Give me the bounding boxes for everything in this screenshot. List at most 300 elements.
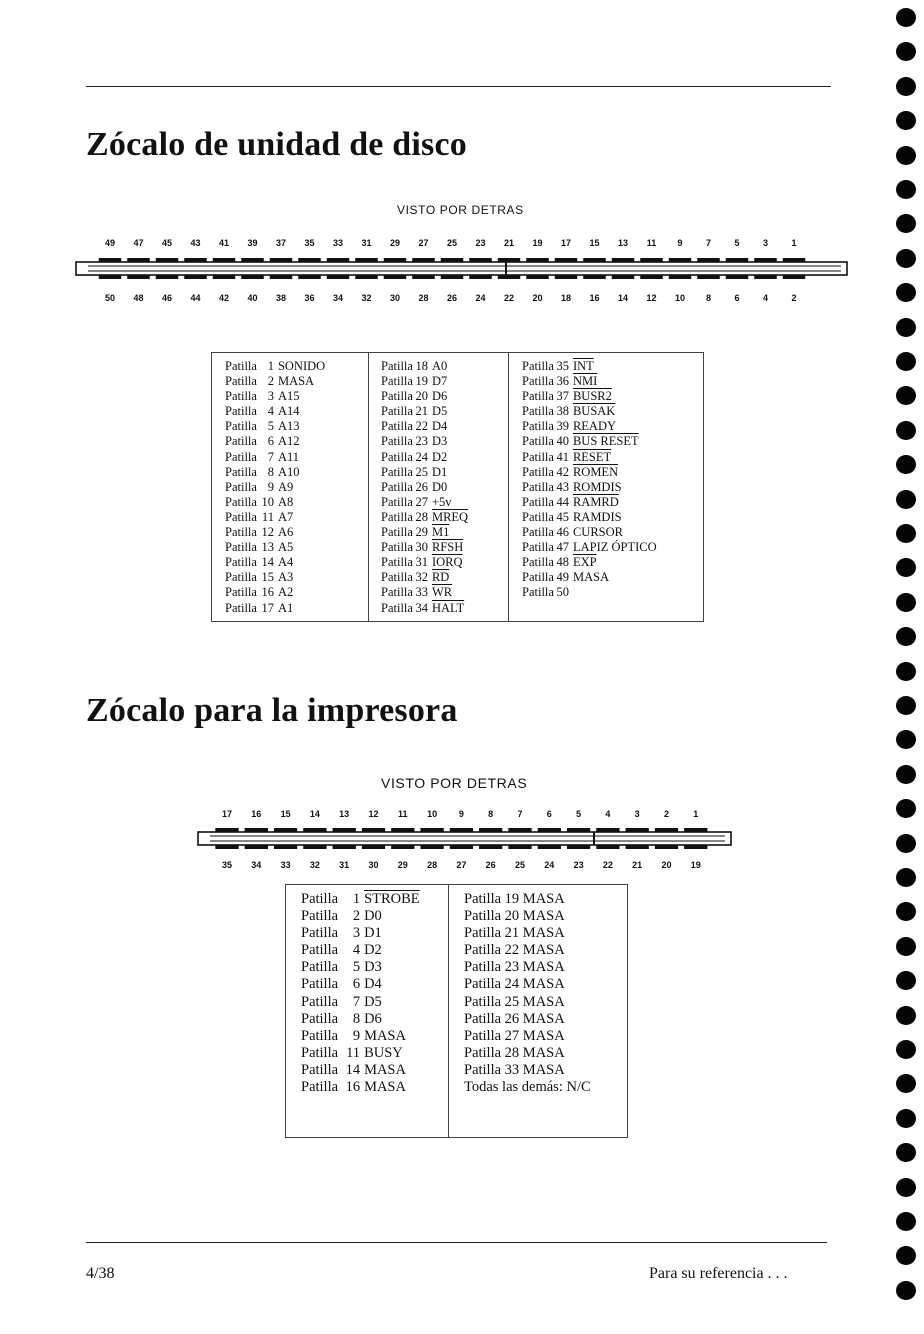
pin-number: 11	[646, 238, 657, 248]
pin-number: 23	[573, 860, 584, 870]
pin-number: 13	[339, 809, 350, 819]
signal-name: A2	[277, 585, 294, 600]
pin-label: Patilla	[225, 479, 257, 494]
table-row	[301, 994, 448, 1011]
signal-name: HALT	[431, 600, 465, 615]
signal-name: A5	[277, 540, 294, 555]
binder-hole	[896, 971, 916, 990]
printer-table-column	[448, 885, 627, 1137]
pin-number: 7	[705, 238, 712, 248]
pin-label: Patilla	[381, 600, 413, 615]
table-row	[225, 404, 368, 419]
table-row	[522, 540, 703, 555]
pin-label: Patilla	[381, 494, 413, 509]
table-row	[225, 450, 368, 465]
table-row	[522, 495, 703, 510]
table-row	[381, 450, 508, 465]
binder-hole	[896, 765, 916, 784]
pin-number: 7	[267, 449, 274, 464]
binder-hole	[896, 77, 916, 96]
signal-name: D4	[364, 976, 382, 993]
binder-hole	[896, 146, 916, 165]
contact-bottom	[327, 275, 350, 279]
table-row	[522, 359, 703, 374]
pin-number: 29	[415, 525, 428, 540]
contact-top	[612, 258, 635, 262]
binder-hole	[896, 386, 916, 405]
contact-top	[391, 828, 414, 832]
pin-number: 8	[267, 464, 274, 479]
pin-label: Patilla	[301, 908, 339, 925]
pin-number: 50	[104, 293, 116, 303]
pin-label: Patilla	[522, 525, 554, 540]
connector-body	[198, 832, 731, 845]
contact-bottom	[355, 275, 378, 279]
binder-hole	[896, 1178, 916, 1197]
pin-label: Patilla	[381, 389, 413, 404]
pin-number: 38	[275, 293, 287, 303]
binder-hole	[896, 1006, 916, 1025]
table-row	[381, 465, 508, 480]
table-row	[464, 1028, 627, 1045]
binder-hole	[896, 283, 916, 302]
pin-number: 27	[415, 494, 428, 509]
pin-label: Patilla	[225, 389, 257, 404]
binder-hole	[896, 627, 916, 646]
pin-label: Patilla	[522, 555, 554, 570]
binder-hole	[896, 318, 916, 337]
contact-top	[241, 258, 264, 262]
table-row	[464, 891, 627, 908]
pin-number: 9	[677, 238, 683, 248]
contact-bottom	[754, 275, 777, 279]
pin-number: 31	[415, 555, 428, 570]
signal-name: RAMRD	[572, 494, 619, 509]
signal-name: A6	[277, 525, 294, 540]
printer-table-column	[286, 885, 448, 1137]
footer-section-label: Para su referencia . . .	[649, 1265, 788, 1282]
contact-bottom	[241, 275, 264, 279]
pin-number: 22	[415, 419, 428, 434]
pin-number: 1	[267, 359, 274, 373]
pin-number: 37	[556, 389, 569, 404]
binder-hole	[896, 1109, 916, 1128]
disk-bottom-pin-numbers	[0, 293, 924, 305]
table-row	[381, 570, 508, 585]
table-row	[301, 925, 448, 942]
pin-number: 48	[556, 555, 569, 570]
pin-number: 28	[427, 860, 438, 870]
signal-name: D2	[431, 449, 448, 464]
signal-name: RAMDIS	[572, 509, 622, 524]
contact-bottom	[213, 275, 236, 279]
binder-hole	[896, 1143, 916, 1162]
table-row	[464, 959, 627, 976]
pin-number: 1	[352, 891, 361, 907]
pin-number: 9	[267, 479, 274, 494]
pin-number: 46	[556, 525, 569, 540]
pin-number: 34	[332, 293, 344, 303]
pin-label: Patilla	[381, 434, 413, 449]
pin-label: Patilla	[522, 479, 554, 494]
signal-name: BUSAK	[572, 404, 616, 419]
pin-number: 38	[556, 404, 569, 419]
binder-hole	[896, 455, 916, 474]
contact-top	[213, 258, 236, 262]
pin-number: 15	[261, 570, 274, 585]
table-row	[464, 994, 627, 1011]
binder-hole	[896, 730, 916, 749]
contact-bottom	[215, 845, 238, 849]
pin-label: Patilla	[522, 509, 554, 524]
pin-label: Patilla	[301, 1044, 339, 1061]
contact-top	[127, 258, 150, 262]
contact-bottom	[538, 845, 561, 849]
contact-top	[498, 258, 521, 262]
contact-top	[384, 258, 407, 262]
signal-name: $\overline{RD}$	[431, 570, 450, 585]
table-row	[522, 525, 703, 540]
pin-number: 41	[218, 238, 230, 248]
contact-top	[333, 828, 356, 832]
pin-label: Patilla	[522, 449, 554, 464]
pin-number: 30	[368, 860, 379, 870]
table-row	[464, 1011, 627, 1028]
pin-label: Patilla	[522, 540, 554, 555]
pin-number: 6	[734, 293, 740, 303]
signal-name: A7	[277, 509, 294, 524]
table-row	[464, 1062, 627, 1079]
pin-number: 7	[517, 809, 523, 819]
pin-label: Patilla	[225, 434, 257, 449]
pin-label: Patilla	[225, 600, 257, 615]
contact-top	[538, 828, 561, 832]
table-row	[301, 976, 448, 993]
pin-label: Patilla	[522, 389, 554, 404]
binder-hole	[896, 696, 916, 715]
binder-hole	[896, 1040, 916, 1059]
contact-bottom	[596, 845, 619, 849]
binder-hole	[896, 1212, 916, 1231]
contact-top	[362, 828, 385, 832]
signal-name: D4	[431, 419, 448, 434]
signal-name: A14	[277, 404, 300, 419]
contact-top	[669, 258, 692, 262]
pin-label: Patilla	[522, 374, 554, 389]
binder-hole	[896, 490, 916, 509]
disk-connector-diagram	[0, 250, 924, 290]
pin-number: 49	[556, 570, 569, 585]
pin-number: 18	[415, 359, 428, 373]
table-row	[381, 359, 508, 374]
pin-number: 17	[261, 600, 274, 615]
contact-bottom	[298, 275, 321, 279]
pin-number: 29	[397, 860, 408, 870]
signal-name: A13	[277, 419, 300, 434]
pin-number: 45	[556, 509, 569, 524]
pin-number: 12	[368, 809, 379, 819]
contact-top	[450, 828, 473, 832]
table-row	[225, 601, 368, 616]
pin-number: 40	[247, 293, 258, 303]
contact-bottom	[391, 845, 414, 849]
pin-number: 8	[488, 809, 494, 819]
pin-number: 1	[791, 238, 797, 248]
contact-bottom	[479, 845, 502, 849]
pin-number: 46	[161, 293, 173, 303]
signal-name: BUS RESET	[572, 434, 639, 449]
pin-label: Patilla	[225, 555, 257, 570]
contact-bottom	[127, 275, 150, 279]
contact-top	[99, 258, 122, 262]
signal-name: A10	[277, 464, 300, 479]
pin-number: 28	[418, 293, 429, 303]
binder-hole	[896, 111, 916, 130]
pin-number: 35	[304, 238, 315, 248]
pin-label: Patilla	[225, 419, 257, 434]
signal-name: SONIDO	[277, 359, 326, 373]
pin-label: Patilla	[225, 540, 257, 555]
pin-label: Patilla	[381, 464, 413, 479]
signal-name: A3	[277, 570, 294, 585]
pin-number: 39	[556, 419, 569, 434]
binder-hole	[896, 937, 916, 956]
table-row	[522, 480, 703, 495]
table-row	[464, 1079, 627, 1096]
contact-bottom	[441, 275, 464, 279]
pin-label: Patilla	[225, 449, 257, 464]
pin-label: Patilla	[381, 555, 413, 570]
pin-label: Patilla	[381, 404, 413, 419]
pin-label: Patilla	[301, 1079, 339, 1096]
signal-name: $\overline{INT}$	[572, 359, 594, 373]
table-row	[301, 1011, 448, 1028]
contact-bottom	[555, 275, 578, 279]
contact-top	[754, 258, 777, 262]
row-text: Patilla 33 MASA	[464, 1061, 565, 1078]
binder-hole	[896, 1246, 916, 1265]
pin-number: 41	[556, 449, 569, 464]
disk-table-column	[368, 353, 508, 621]
table-row	[301, 1028, 448, 1045]
table-row	[301, 891, 448, 908]
contact-top	[298, 258, 321, 262]
table-row	[225, 374, 368, 389]
pin-number: 35	[221, 860, 233, 870]
printer-section-title: Zócalo para la impresora	[86, 692, 458, 729]
pin-number: 2	[791, 293, 797, 303]
contact-bottom	[697, 275, 720, 279]
contact-bottom	[384, 275, 407, 279]
table-row	[225, 585, 368, 600]
pin-number: 6	[267, 434, 274, 449]
pin-number: 44	[556, 494, 569, 509]
pin-number: 25	[446, 238, 458, 248]
signal-name: D5	[364, 993, 382, 1010]
signal-name: MASA	[364, 1079, 406, 1096]
pin-number: 16	[261, 585, 274, 600]
pin-number: 6	[546, 809, 552, 819]
binder-hole	[896, 8, 916, 27]
contact-top	[303, 828, 326, 832]
pin-number: 33	[332, 238, 344, 248]
pin-label: Patilla	[225, 585, 257, 600]
pin-number: 8	[352, 1010, 361, 1027]
binder-hole	[896, 799, 916, 818]
pin-number: 48	[133, 293, 144, 303]
pin-label: Patilla	[225, 509, 257, 524]
pin-label: Patilla	[522, 570, 554, 585]
pin-number: 34	[415, 600, 428, 615]
table-row	[381, 510, 508, 525]
table-row	[301, 942, 448, 959]
table-row	[381, 495, 508, 510]
pin-number: 23	[475, 238, 486, 248]
pin-number: 17	[560, 238, 572, 248]
pin-number: 26	[446, 293, 458, 303]
contact-bottom	[412, 275, 435, 279]
table-row	[225, 359, 368, 374]
pin-number: 5	[734, 238, 740, 248]
pin-number: 39	[247, 238, 258, 248]
pin-number: 35	[556, 359, 569, 373]
pin-number: 42	[218, 293, 230, 303]
pin-number: 47	[133, 238, 144, 248]
table-row	[522, 465, 703, 480]
pin-number: 45	[161, 238, 173, 248]
pin-number: 16	[251, 809, 262, 819]
pin-number: 30	[415, 540, 428, 555]
signal-name: +5v	[431, 494, 452, 509]
binder-hole	[896, 214, 916, 233]
binder-hole	[896, 180, 916, 199]
table-row	[522, 510, 703, 525]
pin-number: 25	[514, 860, 526, 870]
table-row	[301, 1062, 448, 1079]
contact-bottom	[508, 845, 531, 849]
pin-label: Patilla	[381, 419, 413, 434]
signal-name: RESET	[572, 449, 612, 464]
table-row	[464, 942, 627, 959]
pin-number: 4	[762, 293, 769, 303]
pin-number: 13	[261, 540, 274, 555]
pin-number: 20	[415, 389, 428, 404]
contact-bottom	[99, 275, 122, 279]
pin-label: Patilla	[522, 464, 554, 479]
table-row	[301, 1045, 448, 1062]
contact-top	[596, 828, 619, 832]
pin-number: 14	[345, 1061, 361, 1078]
disk-table-column	[508, 353, 703, 621]
pin-number: 32	[415, 570, 428, 585]
pin-label: Patilla	[381, 570, 413, 585]
pin-number: 37	[275, 238, 287, 248]
contact-top	[626, 828, 649, 832]
table-row	[225, 555, 368, 570]
pin-number: 16	[589, 293, 600, 303]
pin-number: 16	[345, 1079, 361, 1096]
printer-connector-diagram	[0, 820, 924, 860]
pin-number: 31	[361, 238, 372, 248]
signal-name: D2	[364, 942, 382, 959]
pin-number: 15	[589, 238, 600, 248]
pin-number: 26	[415, 479, 428, 494]
table-row	[301, 908, 448, 925]
contact-bottom	[184, 275, 207, 279]
pin-number: 50	[556, 585, 569, 600]
pin-number: 43	[190, 238, 201, 248]
contact-top	[274, 828, 297, 832]
pin-label: Patilla	[522, 434, 554, 449]
contact-bottom	[726, 275, 749, 279]
contact-bottom	[640, 275, 663, 279]
signal-name: D3	[364, 959, 382, 976]
pin-number: 11	[346, 1044, 361, 1061]
binder-hole	[896, 558, 916, 577]
pin-number: 19	[532, 238, 543, 248]
contact-bottom	[669, 275, 692, 279]
pin-number: 1	[693, 809, 699, 819]
pin-number: 22	[602, 860, 613, 870]
signal-name: STROBE	[364, 891, 420, 907]
contact-bottom	[469, 275, 492, 279]
pin-number: 6	[352, 976, 361, 993]
pin-number: 3	[267, 389, 274, 404]
pin-label: Patilla	[225, 570, 257, 585]
pin-number: 13	[617, 238, 629, 248]
table-row	[225, 480, 368, 495]
table-row	[522, 434, 703, 449]
pin-label: Patilla	[301, 1010, 339, 1027]
contact-top	[697, 258, 720, 262]
contact-bottom	[156, 275, 179, 279]
signal-name: IORQ	[431, 555, 463, 570]
pin-number: 4	[352, 942, 361, 959]
pin-number: 47	[556, 540, 569, 555]
pin-label: Patilla	[522, 419, 554, 434]
contact-bottom	[245, 845, 268, 849]
signal-name: A1	[277, 600, 294, 615]
binder-hole	[896, 834, 916, 853]
contact-top	[655, 828, 678, 832]
signal-name: MASA	[277, 374, 315, 389]
disk-table-column	[212, 353, 368, 621]
table-row	[225, 540, 368, 555]
pin-number: 4	[605, 809, 611, 819]
table-row	[381, 525, 508, 540]
pin-number: 15	[280, 809, 291, 819]
binder-hole	[896, 662, 916, 681]
pin-number: 27	[418, 238, 429, 248]
pin-number: 49	[104, 238, 116, 248]
signal-name: $\overline{WR}$	[431, 585, 453, 600]
printer-pinout-table	[285, 884, 628, 1138]
contact-top	[215, 828, 238, 832]
pin-number: 22	[503, 293, 515, 303]
contact-top	[355, 258, 378, 262]
pin-number: 4	[267, 404, 274, 419]
pin-label: Patilla	[522, 494, 554, 509]
signal-name: D6	[364, 1010, 382, 1027]
signal-name: RFSH	[431, 540, 464, 555]
signal-name: ROMEN	[572, 464, 619, 479]
pin-label: Patilla	[301, 1027, 339, 1044]
pin-label: Patilla	[522, 404, 554, 419]
pin-number: 2	[267, 374, 274, 389]
disk-view-caption: VISTO POR DETRAS	[397, 203, 524, 217]
pin-number: 12	[646, 293, 657, 303]
signal-name: CURSOR	[572, 525, 623, 540]
